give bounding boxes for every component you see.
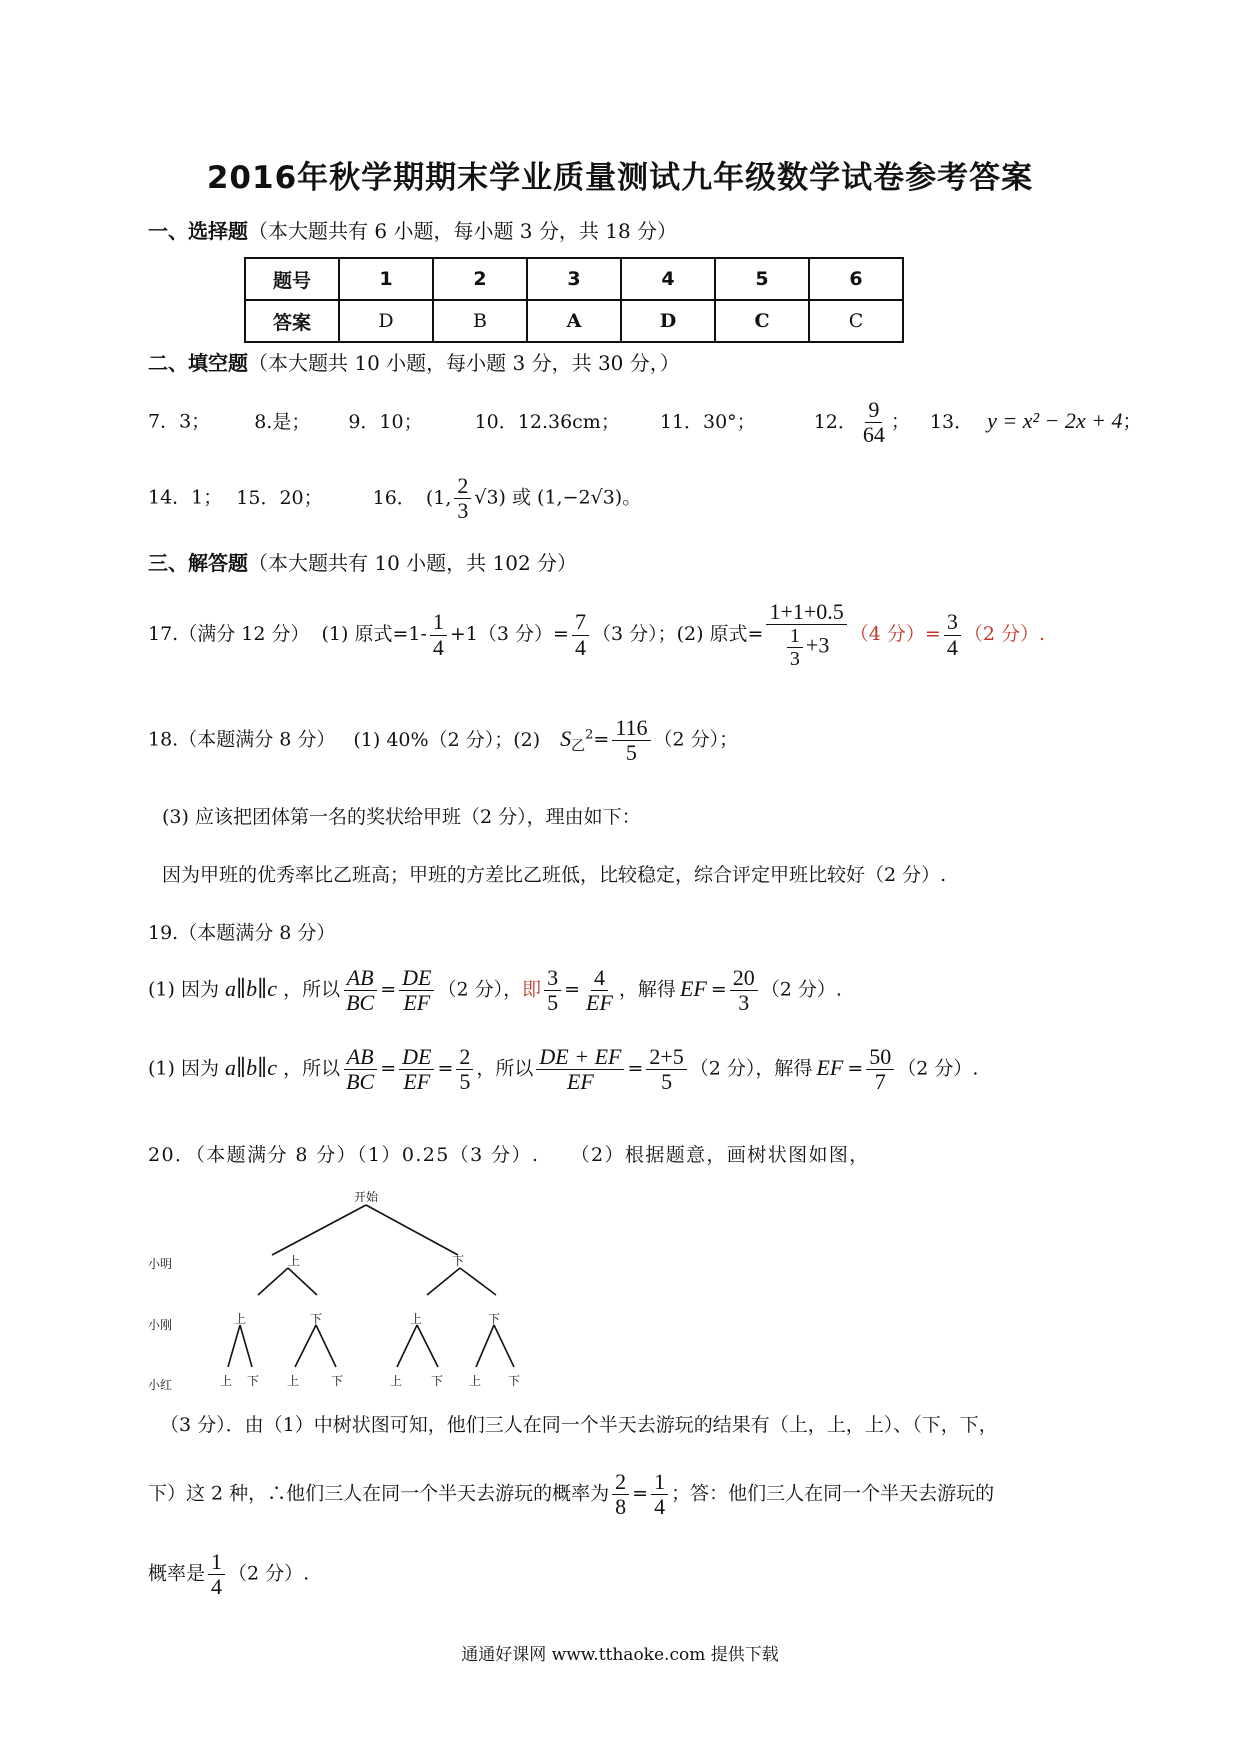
tree-root-label: 开始 — [354, 1190, 379, 1204]
table-header-cell: 答案 — [245, 300, 339, 342]
q20-line-3: 下）这 2 种，∴他们三人在同一个半天去游玩的概率为 $\frac{2}{8}$ = $\frac{1}{4}$ ；答：他们三人在同一个半天去游玩的 — [148, 1469, 995, 1520]
q18-answer: 18.（本题满分 8 分） (1) 40%（2 分）；(2) $S_乙^2=$ $\frac{116}{5}$ （2 分）； — [148, 715, 739, 766]
tree-branch — [272, 1205, 366, 1255]
table-cell: D — [339, 300, 433, 342]
tree-leaf-label: 上 — [469, 1374, 482, 1388]
tree-leaf-label: 下 — [431, 1374, 444, 1388]
tree-leaf-label: 上 — [287, 1374, 300, 1388]
table-cell: C — [715, 300, 809, 342]
tree-branch — [476, 1325, 494, 1367]
tree-branch — [417, 1325, 438, 1367]
tree-node-label: 下 — [310, 1312, 323, 1326]
table-cell: 1 — [339, 258, 433, 300]
q18-reason: 因为甲班的优秀率比乙班高；甲班的方差比乙班低，比较稳定，综合评定甲班比较好（2 分）. — [162, 864, 947, 886]
table-cell: D — [621, 300, 715, 342]
tree-branch — [366, 1205, 458, 1255]
page-title: 2016年秋学期期末学业质量测试九年级数学试卷参考答案 — [206, 160, 1034, 196]
section-fill-heading: 二、填空题（本大题共 10 小题，每小题 3 分，共 30 分，） — [148, 351, 680, 375]
page-footer: 通通好课网 www.tthaoke.com 提供下载 — [461, 1645, 779, 1665]
table-cell: 5 — [715, 258, 809, 300]
tree-leaf-label: 下 — [331, 1374, 344, 1388]
tree-branch — [460, 1268, 496, 1295]
q19-part1: (1) 因为 a∥b∥c ，所以 $\frac{AB}{BC}$ = $\frac{DE}{EF}$ （2 分），即 $\frac{3}{5}$ = $\frac{4}{EF}$ ，解得 EF = $\frac{20}{3}$ （2 分）. — [148, 965, 842, 1016]
tree-branch — [397, 1325, 417, 1367]
section-solution-heading: 三、解答题（本大题共有 10 小题，共 102 分） — [148, 551, 578, 575]
tree-branch — [295, 1325, 316, 1367]
q19-label: 19.（本题满分 8 分） — [148, 922, 336, 944]
table-row — [245, 258, 903, 300]
table-cell: 2 — [433, 258, 527, 300]
q18-part3: (3) 应该把团体第一名的奖状给甲班（2 分），理由如下： — [162, 806, 641, 828]
tree-branch — [427, 1268, 460, 1295]
tree-branch — [316, 1325, 336, 1367]
tree-node-label: 上 — [288, 1254, 301, 1268]
table-cell: 3 — [527, 258, 621, 300]
table-header-cell: 题号 — [245, 258, 339, 300]
q20-line-1: 20．（本题满分 8 分）（1）0.25（3 分）. （2）根据题意，画树状图如图， — [148, 1144, 870, 1166]
table-cell: B — [433, 300, 527, 342]
tree-leaf-label: 下 — [247, 1374, 260, 1388]
tree-node-label: 上 — [234, 1312, 247, 1326]
tree-node-label: 下 — [488, 1312, 501, 1326]
probability-tree-diagram — [140, 1185, 540, 1395]
tree-node-label: 下 — [452, 1254, 465, 1268]
tree-branch — [240, 1325, 252, 1367]
tree-leaf-label: 上 — [220, 1374, 233, 1388]
tree-branch — [228, 1325, 240, 1367]
table-cell: 4 — [621, 258, 715, 300]
table-cell: C — [809, 300, 903, 342]
table-cell: A — [527, 300, 621, 342]
tree-branch — [288, 1268, 317, 1295]
tree-row-label: 小刚 — [148, 1318, 173, 1332]
answer-table — [244, 257, 904, 343]
table-row — [245, 300, 903, 342]
fill-answers-line-1: 7．3； 8.是； 9．10； 10．12.36cm； 11．30°； 12． $\frac{9}{64}$ ； 13． y = x² − 2x + 4； — [148, 397, 1142, 448]
tree-node-label: 上 — [410, 1312, 423, 1326]
q20-line-2: （3 分）．由（1）中树状图可知，他们三人在同一个半天去游玩的结果有（上，上，上）、（下，下， — [160, 1414, 998, 1436]
tree-leaf-label: 上 — [390, 1374, 403, 1388]
table-cell: 6 — [809, 258, 903, 300]
tree-branch — [494, 1325, 514, 1367]
section-choice-heading: 一、选择题（本大题共有 6 小题，每小题 3 分，共 18 分） — [148, 219, 678, 243]
tree-row-label: 小红 — [148, 1378, 173, 1392]
tree-leaf-label: 下 — [508, 1374, 521, 1388]
q20-line-4: 概率是 $\frac{1}{4}$ （2 分）. — [148, 1549, 310, 1600]
tree-branch — [258, 1268, 288, 1295]
tree-row-label: 小明 — [148, 1257, 173, 1271]
q19-part2: (1) 因为 a∥b∥c ，所以 $\frac{AB}{BC}$ = $\frac{DE}{EF}$ = $\frac{2}{5}$ ，所以 $\frac{DE + EF}{EF}$ = $\frac{2+5}{5}$ （2 分），解得 EF = $\frac{50}{7}$ （2 分）. — [148, 1044, 979, 1095]
fill-answers-line-2: 14．1； 15．20； 16． (1, $\frac{2}{3}$ √3) 或 (1,−2√3)。 — [148, 473, 642, 524]
q17-answer: 17.（满分 12 分） (1) 原式=1- $\frac{1}{4}$ +1（3 分）= $\frac{7}{4}$ （3 分）；(2) 原式= 1+1+0.5 $\frac{1}{3}$ +3 （4 分）= $\frac{3}{4}$ （2 分）. — [148, 599, 1046, 671]
